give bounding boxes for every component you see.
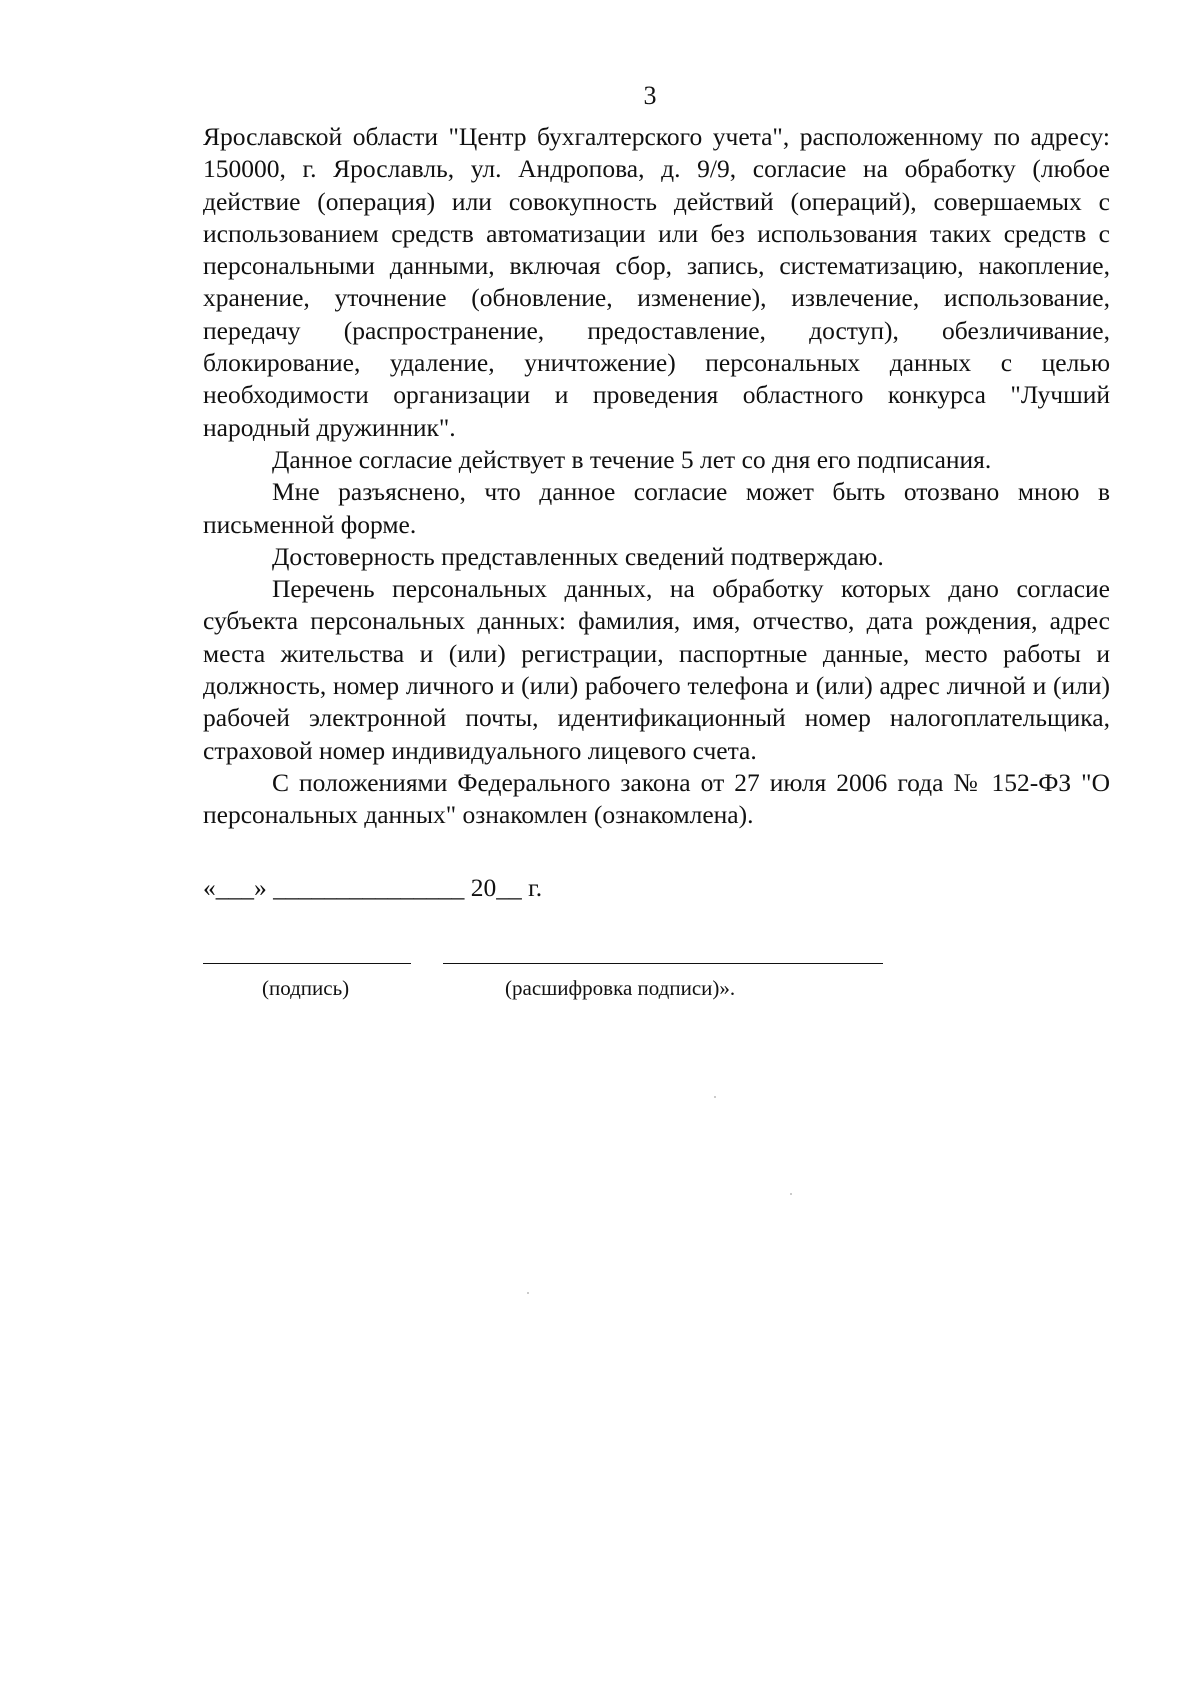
signature-caption: (подпись) <box>262 976 350 1000</box>
signature-decode-caption: (расшифровка подписи)». <box>505 976 736 1000</box>
paragraph-revocation: Мне разъяснено, что данное согласие может быть отозвано мною в письменной форме. <box>203 477 1110 539</box>
scan-speck <box>790 1193 792 1195</box>
paragraph-consent-scope: Ярославской области "Центр бухгалтерского учета", расположенному по адресу: 150000, г. Ярославль, ул. Андропова, д. 9/9, согласие на обработку (любое действие (операция) или совокупность действий (операций), совершаемых с использованием средств автоматизации или без использования таких средств с персональными данными, включая сбор, запись, систематизацию, накопление, хранение, уточнение (обновление, изменение), извлечение, использование, передачу (распространение, предоставление, доступ), обезличивание, блокирование, удаление, уничтожение) персональных данных с целью необходимости организации и проведения областного конкурса "Лучший народный дружинник". <box>203 122 1110 442</box>
scan-speck <box>714 1096 716 1098</box>
paragraph-data-list: Перечень персональных данных, на обработку которых дано согласие субъекта персональных данных: фамилия, имя, отчество, дата рождения, адрес места жительства и (или) регистрации, паспортные данные, место работы и должность, номер личного и (или) рабочего телефона и (или) адрес личной и (или) рабочей электронной почты, идентификационный номер налогоплательщика, страховой номер индивидуального лицевого счета. <box>203 574 1110 765</box>
signature-line <box>203 963 411 964</box>
page-number: 3 <box>643 81 657 110</box>
scan-speck <box>527 1292 529 1294</box>
date-line: «___» _______________ 20__ г. <box>203 873 543 902</box>
consent-body <box>203 121 1110 832</box>
paragraph-validity-period: Данное согласие действует в течение 5 лет со дня его подписания. <box>272 444 992 474</box>
signature-decode-line <box>443 963 883 964</box>
paragraph-law-acknowledgement: С положениями Федерального закона от 27 июля 2006 года № 152-ФЗ "О персональных данных" ознакомлен (ознакомлена). <box>203 767 1110 830</box>
paragraph-accuracy: Достоверность представленных сведений подтверждаю. <box>272 541 884 571</box>
